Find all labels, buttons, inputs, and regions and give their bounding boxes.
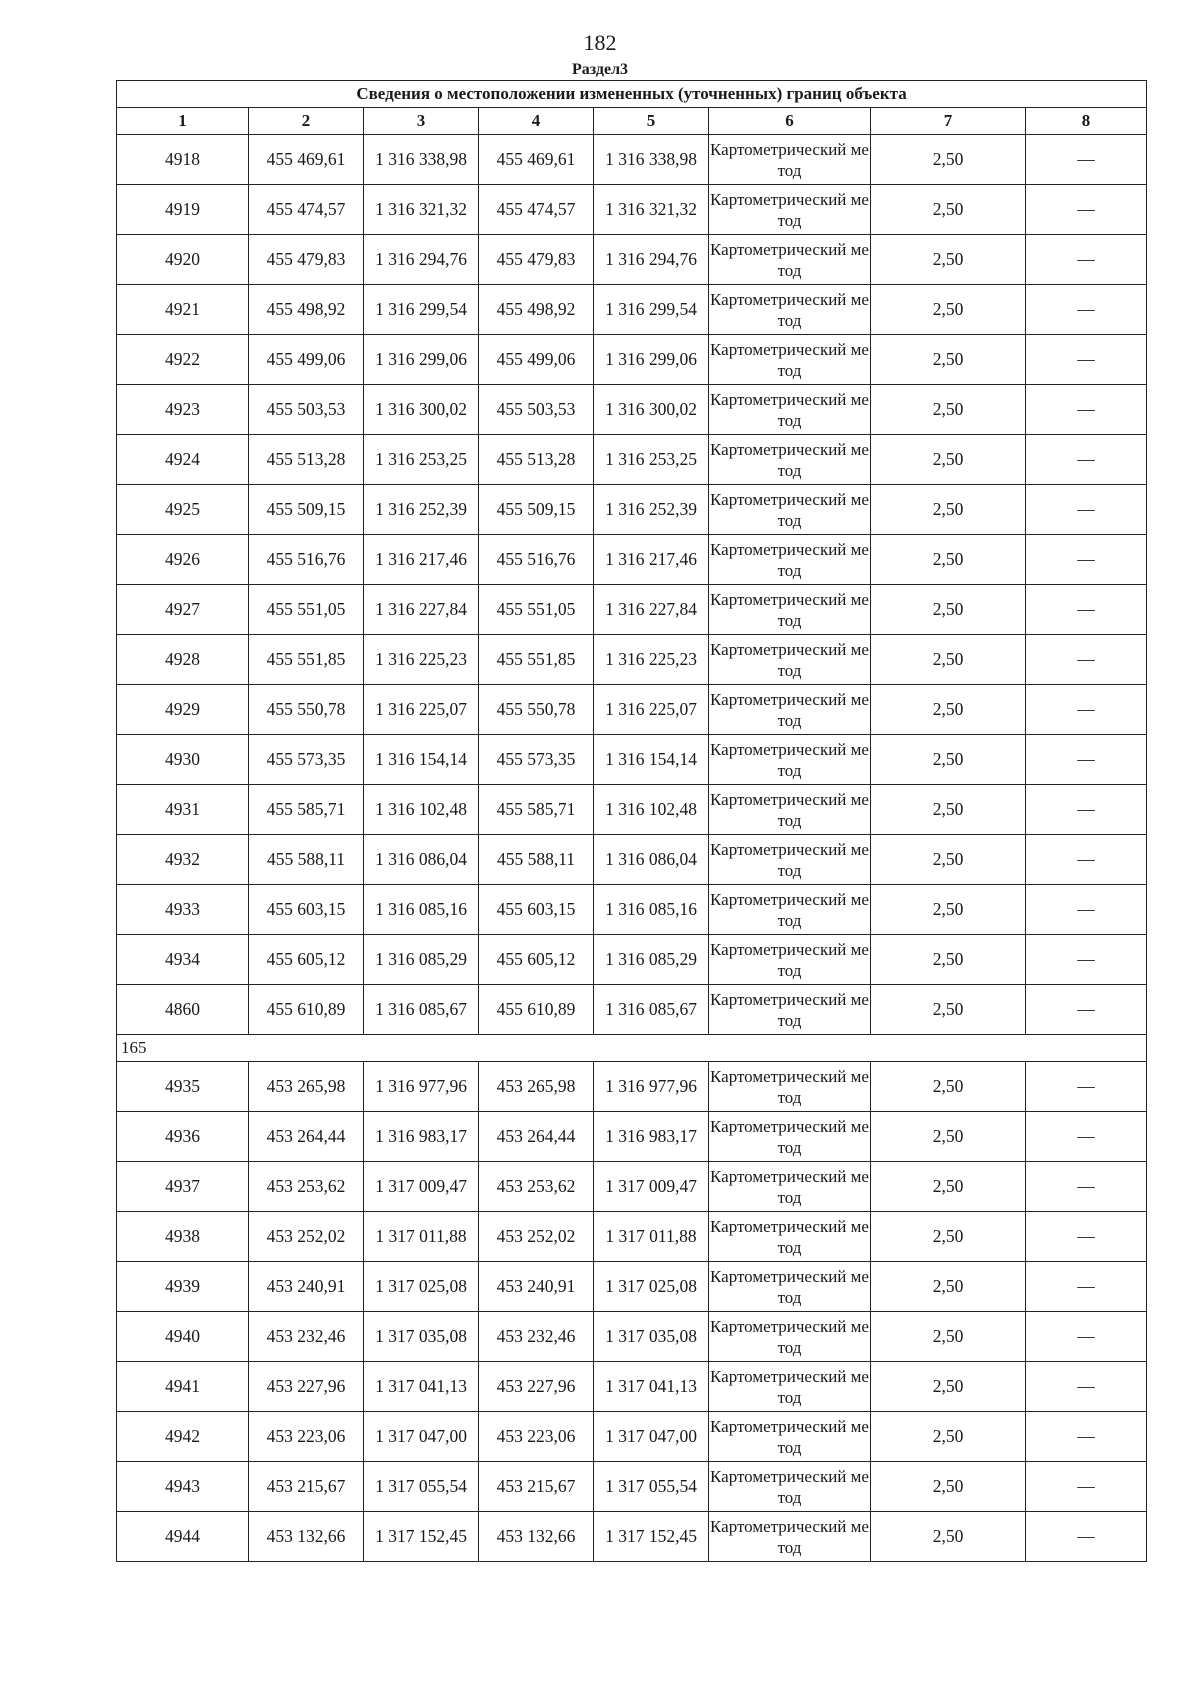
table-cell: 1 316 294,76	[594, 235, 709, 285]
table-cell: 2,50	[871, 135, 1026, 185]
table-cell: 455 479,83	[249, 235, 364, 285]
table-cell: 2,50	[871, 785, 1026, 835]
table-row	[117, 1262, 1147, 1312]
column-header: 6	[709, 108, 871, 135]
table-cell: 1 316 338,98	[364, 135, 479, 185]
table-cell: 4936	[117, 1112, 249, 1162]
table-cell: 455 509,15	[249, 485, 364, 535]
table-cell: 4926	[117, 535, 249, 585]
table-row	[117, 835, 1147, 885]
table-cell: —	[1026, 135, 1147, 185]
table-cell: 455 479,83	[479, 235, 594, 285]
table-cell: 453 132,66	[479, 1512, 594, 1562]
table-cell: 4932	[117, 835, 249, 885]
table-cell: 1 316 227,84	[594, 585, 709, 635]
table-cell: —	[1026, 685, 1147, 735]
table-cell: Картометрический метод	[709, 1412, 871, 1462]
table-cell: 455 474,57	[479, 185, 594, 235]
table-row	[117, 1312, 1147, 1362]
table-cell: 453 227,96	[249, 1362, 364, 1412]
table-cell: 2,50	[871, 435, 1026, 485]
table-cell: —	[1026, 385, 1147, 435]
table-row	[117, 185, 1147, 235]
table-cell: 4860	[117, 985, 249, 1035]
table-cell: Картометрический метод	[709, 1262, 871, 1312]
table-cell: 2,50	[871, 685, 1026, 735]
table-cell: —	[1026, 1362, 1147, 1412]
table-cell: 4919	[117, 185, 249, 235]
table-cell: Картометрический метод	[709, 1212, 871, 1262]
column-header: 8	[1026, 108, 1147, 135]
table-cell: —	[1026, 535, 1147, 585]
table-cell: 1 317 009,47	[364, 1162, 479, 1212]
table-cell: 455 605,12	[249, 935, 364, 985]
table-cell: 455 551,85	[249, 635, 364, 685]
table-cell: 1 316 300,02	[594, 385, 709, 435]
table-cell: 1 316 085,29	[594, 935, 709, 985]
table-cell: 1 316 225,07	[364, 685, 479, 735]
table-cell: —	[1026, 1312, 1147, 1362]
table-cell: 1 317 035,08	[594, 1312, 709, 1362]
table-cell: Картометрический метод	[709, 635, 871, 685]
table-cell: Картометрический метод	[709, 285, 871, 335]
table-cell: 1 316 102,48	[594, 785, 709, 835]
table-cell: 1 317 047,00	[364, 1412, 479, 1462]
table-cell: 453 265,98	[249, 1062, 364, 1112]
table-cell: 1 316 299,54	[594, 285, 709, 335]
column-header: 2	[249, 108, 364, 135]
table-cell: Картометрический метод	[709, 1312, 871, 1362]
table-row	[117, 685, 1147, 735]
table-cell: 4943	[117, 1462, 249, 1512]
table-cell: 2,50	[871, 635, 1026, 685]
table-cell: 1 317 055,54	[364, 1462, 479, 1512]
table-cell: 4929	[117, 685, 249, 735]
table-cell: 2,50	[871, 1162, 1026, 1212]
table-cell: 2,50	[871, 285, 1026, 335]
table-cell: 455 588,11	[479, 835, 594, 885]
table-cell: —	[1026, 285, 1147, 335]
table-cell: 1 317 041,13	[364, 1362, 479, 1412]
table-row	[117, 1062, 1147, 1112]
table-cell: —	[1026, 1262, 1147, 1312]
table-cell: Картометрический метод	[709, 235, 871, 285]
table-cell: 1 316 294,76	[364, 235, 479, 285]
table-cell: 453 227,96	[479, 1362, 594, 1412]
table-cell: 2,50	[871, 885, 1026, 935]
table-cell: Картометрический метод	[709, 335, 871, 385]
table-cell: 455 516,76	[479, 535, 594, 585]
table-cell: 455 498,92	[249, 285, 364, 335]
table-cell: Картометрический метод	[709, 1362, 871, 1412]
table-cell: Картометрический метод	[709, 1162, 871, 1212]
table-cell: Картометрический метод	[709, 1112, 871, 1162]
table-cell: 1 316 983,17	[364, 1112, 479, 1162]
table-cell: 2,50	[871, 1062, 1026, 1112]
table-row	[117, 335, 1147, 385]
table-caption: Сведения о местоположении измененных (уточненных) границ объекта	[117, 81, 1147, 108]
table-cell: 1 317 047,00	[594, 1412, 709, 1462]
table-cell: 1 317 035,08	[364, 1312, 479, 1362]
table-cell: —	[1026, 1462, 1147, 1512]
table-cell: 1 316 299,06	[364, 335, 479, 385]
table-cell: 455 469,61	[249, 135, 364, 185]
table-cell: 1 316 085,67	[364, 985, 479, 1035]
table-cell: 2,50	[871, 1312, 1026, 1362]
table-cell: —	[1026, 835, 1147, 885]
table-cell: 4924	[117, 435, 249, 485]
page-number: 182	[583, 30, 617, 55]
table-cell: 1 317 009,47	[594, 1162, 709, 1212]
table-caption-row	[117, 81, 1147, 108]
table-cell: 455 588,11	[249, 835, 364, 885]
table-cell: 2,50	[871, 585, 1026, 635]
table-cell: 455 499,06	[479, 335, 594, 385]
table-cell: 2,50	[871, 1512, 1026, 1562]
table-row	[117, 1112, 1147, 1162]
table-cell: 2,50	[871, 1462, 1026, 1512]
table-cell: —	[1026, 1212, 1147, 1262]
table-cell: —	[1026, 785, 1147, 835]
table-cell: 453 132,66	[249, 1512, 364, 1562]
table-cell: 4918	[117, 135, 249, 185]
table-row	[117, 385, 1147, 435]
table-row	[117, 1362, 1147, 1412]
table-cell: 4941	[117, 1362, 249, 1412]
table-row	[117, 1412, 1147, 1462]
table-cell: 4930	[117, 735, 249, 785]
table-cell: 1 316 225,23	[364, 635, 479, 685]
table-row	[117, 885, 1147, 935]
table-cell: —	[1026, 1412, 1147, 1462]
table-cell: 1 316 300,02	[364, 385, 479, 435]
table-cell: 4944	[117, 1512, 249, 1562]
table-cell: 1 316 217,46	[594, 535, 709, 585]
table-cell: 453 253,62	[479, 1162, 594, 1212]
table-cell: 1 316 225,23	[594, 635, 709, 685]
table-cell: —	[1026, 635, 1147, 685]
table-cell: 2,50	[871, 735, 1026, 785]
table-cell: 455 603,15	[249, 885, 364, 935]
table-cell: 4920	[117, 235, 249, 285]
table-cell: 1 317 152,45	[364, 1512, 479, 1562]
table-cell: 1 316 299,06	[594, 335, 709, 385]
table-cell: 1 317 025,08	[594, 1262, 709, 1312]
table-cell: 455 509,15	[479, 485, 594, 535]
table-cell: 4938	[117, 1212, 249, 1262]
table-cell: 453 215,67	[479, 1462, 594, 1512]
table-cell: 4934	[117, 935, 249, 985]
table-cell: 455 503,53	[479, 385, 594, 435]
table-cell: 2,50	[871, 1212, 1026, 1262]
table-row	[117, 785, 1147, 835]
table-cell: —	[1026, 1512, 1147, 1562]
table-cell: 1 316 983,17	[594, 1112, 709, 1162]
table-cell: 1 316 086,04	[364, 835, 479, 885]
table-row	[117, 935, 1147, 985]
table-cell: 453 223,06	[479, 1412, 594, 1462]
table-cell: —	[1026, 335, 1147, 385]
table-cell: 4927	[117, 585, 249, 635]
table-cell: 455 551,05	[479, 585, 594, 635]
table-cell: 453 253,62	[249, 1162, 364, 1212]
section-title: Раздел3	[571, 61, 629, 78]
table-cell: 2,50	[871, 235, 1026, 285]
table-row	[117, 435, 1147, 485]
table-cell: Картометрический метод	[709, 785, 871, 835]
table-row	[117, 1512, 1147, 1562]
table-cell: 1 317 055,54	[594, 1462, 709, 1512]
table-cell: 455 474,57	[249, 185, 364, 235]
column-header: 7	[871, 108, 1026, 135]
table-cell: —	[1026, 485, 1147, 535]
table-cell: 453 215,67	[249, 1462, 364, 1512]
table-cell: 1 317 041,13	[594, 1362, 709, 1412]
table-cell: 453 252,02	[479, 1212, 594, 1262]
table-cell: Картометрический метод	[709, 485, 871, 535]
table-cell: 1 316 977,96	[364, 1062, 479, 1112]
table-cell: —	[1026, 985, 1147, 1035]
table-cell: Картометрический метод	[709, 585, 871, 635]
table-row	[117, 235, 1147, 285]
table-cell: 455 603,15	[479, 885, 594, 935]
table-cell: 1 316 227,84	[364, 585, 479, 635]
table-row	[117, 135, 1147, 185]
table-cell: 455 585,71	[249, 785, 364, 835]
table-cell: 4940	[117, 1312, 249, 1362]
table-cell: 1 316 085,16	[594, 885, 709, 935]
table-cell: —	[1026, 585, 1147, 635]
table-cell: Картометрический метод	[709, 1062, 871, 1112]
column-number-row	[117, 108, 1147, 135]
table-cell: Картометрический метод	[709, 385, 871, 435]
table-cell: 4933	[117, 885, 249, 935]
table-cell: 2,50	[871, 385, 1026, 435]
table-cell: Картометрический метод	[709, 735, 871, 785]
table-cell: 4931	[117, 785, 249, 835]
table-cell: 1 316 154,14	[594, 735, 709, 785]
table-cell: —	[1026, 1112, 1147, 1162]
table-cell: 1 316 225,07	[594, 685, 709, 735]
table-cell: 453 223,06	[249, 1412, 364, 1462]
table-cell: 453 265,98	[479, 1062, 594, 1112]
table-cell: 1 316 253,25	[364, 435, 479, 485]
table-cell: Картометрический метод	[709, 885, 871, 935]
table-row	[117, 285, 1147, 335]
table-cell: Картометрический метод	[709, 835, 871, 885]
table-cell: 2,50	[871, 1262, 1026, 1312]
table-cell: 1 316 338,98	[594, 135, 709, 185]
table-cell: 1 317 152,45	[594, 1512, 709, 1562]
table-cell: 1 316 086,04	[594, 835, 709, 885]
table-cell: 2,50	[871, 485, 1026, 535]
table-cell: Картометрический метод	[709, 535, 871, 585]
table-cell: Картометрический метод	[709, 185, 871, 235]
table-cell: 1 316 299,54	[364, 285, 479, 335]
table-cell: 453 240,91	[249, 1262, 364, 1312]
table-cell: Картометрический метод	[709, 935, 871, 985]
table-cell: 2,50	[871, 335, 1026, 385]
table-cell: 2,50	[871, 1112, 1026, 1162]
table-cell: 455 550,78	[249, 685, 364, 735]
table-cell: Картометрический метод	[709, 1512, 871, 1562]
table-cell: 1 316 085,16	[364, 885, 479, 935]
table-cell: 455 610,89	[249, 985, 364, 1035]
table-cell: 2,50	[871, 835, 1026, 885]
table-cell: 455 513,28	[249, 435, 364, 485]
table-cell: —	[1026, 1162, 1147, 1212]
table-cell: 1 316 085,67	[594, 985, 709, 1035]
table-cell: 455 605,12	[479, 935, 594, 985]
table-cell: 455 516,76	[249, 535, 364, 585]
table-cell: —	[1026, 235, 1147, 285]
table-cell: 4928	[117, 635, 249, 685]
table-cell: 4921	[117, 285, 249, 335]
table-cell: 1 316 252,39	[364, 485, 479, 535]
table-cell: 453 232,46	[249, 1312, 364, 1362]
table-cell: 453 240,91	[479, 1262, 594, 1312]
table-row	[117, 735, 1147, 785]
table-cell: 1 316 321,32	[594, 185, 709, 235]
table-cell: 1 317 025,08	[364, 1262, 479, 1312]
table-cell: 4939	[117, 1262, 249, 1312]
table-cell: Картометрический метод	[709, 985, 871, 1035]
coordinates-table	[116, 80, 1147, 1562]
table-cell: 2,50	[871, 935, 1026, 985]
table-body	[117, 135, 1147, 1562]
table-row	[117, 1212, 1147, 1262]
table-cell: —	[1026, 735, 1147, 785]
table-cell: Картометрический метод	[709, 435, 871, 485]
table-cell: 1 316 977,96	[594, 1062, 709, 1112]
table-cell: 4923	[117, 385, 249, 435]
table-cell: 1 317 011,88	[364, 1212, 479, 1262]
table-cell: 455 585,71	[479, 785, 594, 835]
table-cell: 455 513,28	[479, 435, 594, 485]
column-header: 5	[594, 108, 709, 135]
table-cell: 4925	[117, 485, 249, 535]
table-cell: 2,50	[871, 535, 1026, 585]
table-cell: 2,50	[871, 1362, 1026, 1412]
table-row	[117, 635, 1147, 685]
table-cell: 453 252,02	[249, 1212, 364, 1262]
table-row	[117, 985, 1147, 1035]
table-cell: 2,50	[871, 185, 1026, 235]
table-cell: 455 503,53	[249, 385, 364, 435]
table-row	[117, 535, 1147, 585]
table-cell: 455 573,35	[249, 735, 364, 785]
table-cell: 455 498,92	[479, 285, 594, 335]
table-cell: 1 316 321,32	[364, 185, 479, 235]
table-cell: 1 317 011,88	[594, 1212, 709, 1262]
column-header: 3	[364, 108, 479, 135]
table-cell: 1 316 217,46	[364, 535, 479, 585]
table-cell: 455 551,85	[479, 635, 594, 685]
table-cell: 1 316 253,25	[594, 435, 709, 485]
table-cell: 1 316 154,14	[364, 735, 479, 785]
table-cell: Картометрический метод	[709, 1462, 871, 1512]
table-cell: 455 499,06	[249, 335, 364, 385]
table-row	[117, 485, 1147, 535]
table-cell: 453 232,46	[479, 1312, 594, 1362]
table-row	[117, 585, 1147, 635]
table-cell: 2,50	[871, 985, 1026, 1035]
table-cell: —	[1026, 185, 1147, 235]
table-cell: Картометрический метод	[709, 135, 871, 185]
table-cell: 4922	[117, 335, 249, 385]
table-cell: Картометрический метод	[709, 685, 871, 735]
group-label: 165	[117, 1035, 1147, 1062]
table-cell: —	[1026, 935, 1147, 985]
table-cell: 455 551,05	[249, 585, 364, 635]
table-cell: —	[1026, 435, 1147, 485]
table-cell: 4937	[117, 1162, 249, 1212]
table-cell: 455 573,35	[479, 735, 594, 785]
table-cell: 455 610,89	[479, 985, 594, 1035]
table-cell: 453 264,44	[479, 1112, 594, 1162]
table-cell: 1 316 252,39	[594, 485, 709, 535]
column-header: 4	[479, 108, 594, 135]
table-cell: 1 316 085,29	[364, 935, 479, 985]
table-cell: 453 264,44	[249, 1112, 364, 1162]
table-cell: 455 550,78	[479, 685, 594, 735]
table-cell: 4942	[117, 1412, 249, 1462]
table-cell: —	[1026, 885, 1147, 935]
table-cell: —	[1026, 1062, 1147, 1112]
table-row	[117, 1462, 1147, 1512]
table-cell: 2,50	[871, 1412, 1026, 1462]
table-cell: 455 469,61	[479, 135, 594, 185]
table-row	[117, 1162, 1147, 1212]
table-cell: 4935	[117, 1062, 249, 1112]
column-header: 1	[117, 108, 249, 135]
table-cell: 1 316 102,48	[364, 785, 479, 835]
group-label-row	[117, 1035, 1147, 1062]
